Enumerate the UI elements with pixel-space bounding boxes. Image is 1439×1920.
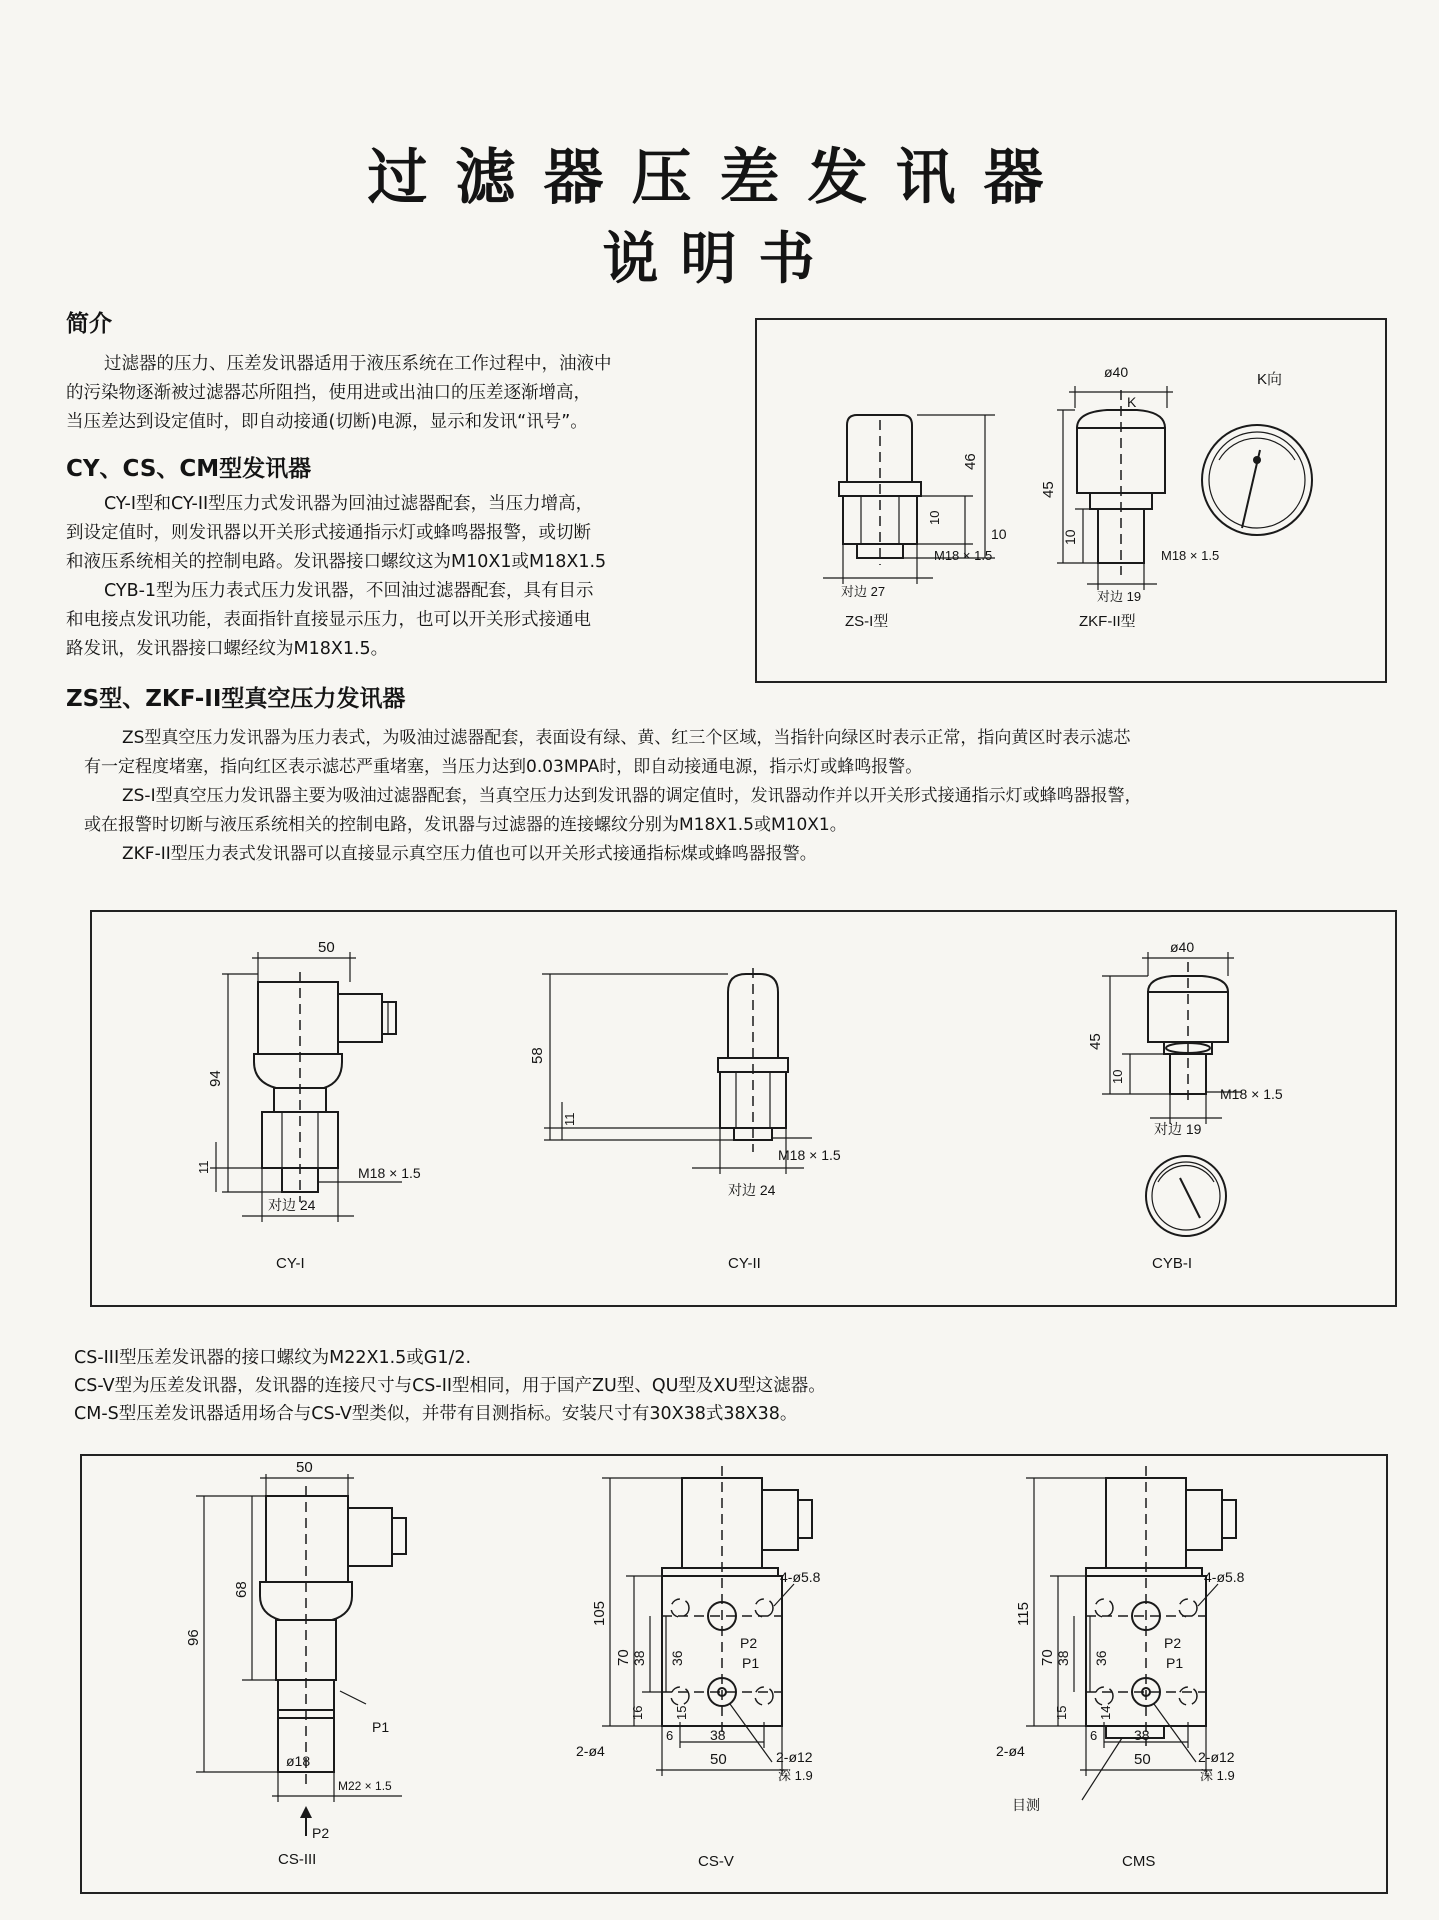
- zkf2-caption: ZKF-II型: [1079, 613, 1136, 630]
- cy1-flat: 对边 24: [268, 1197, 316, 1213]
- cms-dim-38v: 38: [1055, 1650, 1071, 1666]
- figure-cy-drawing: [92, 912, 1395, 1305]
- zkf2-drawing: [1040, 364, 1219, 630]
- cs3-dim-68: 68: [233, 1581, 250, 1598]
- cs5-dim-15: 15: [674, 1705, 689, 1720]
- zs1-flat: 对边 27: [841, 584, 886, 599]
- cyb1-flat: 对边 19: [1154, 1121, 1202, 1137]
- kview-gauge: [1202, 371, 1312, 535]
- cs-note: CS-III型压差发讯器的接口螺纹为M22X1.5或G1/2.: [74, 1348, 472, 1368]
- cy1-dim-94: 94: [207, 1070, 224, 1087]
- cy1-dim-11: 11: [196, 1160, 211, 1174]
- cms-holes2b: 2-ø12: [1198, 1749, 1235, 1765]
- cy-section-text: [66, 490, 606, 664]
- figure-cs-drawing: [82, 1456, 1386, 1892]
- cy-line: 到设定值时，则发讯器以开关形式接通指示灯或蜂鸣器报警，或切断: [66, 523, 591, 543]
- cs3-dia: ø18: [286, 1753, 311, 1769]
- cy-line: 和液压系统相关的控制电路。发讯器接口螺纹这为M10X1或M18X1.5: [66, 552, 607, 572]
- cs-note: CS-V型为压差发讯器，发讯器的连接尺寸与CS-II型相同，用于国产ZU型、QU型及XU型这滤器。: [74, 1376, 826, 1396]
- cms-dim-70: 70: [1039, 1649, 1056, 1666]
- kview-label: K向: [1257, 371, 1283, 388]
- cms-dim-115: 115: [1015, 1602, 1032, 1626]
- cs3-p2: P2: [312, 1825, 330, 1841]
- intro-line: 过滤器的压力、压差发讯器适用于液压系统在工作过程中，油液中: [104, 354, 612, 374]
- cyb1-caption: CYB-I: [1152, 1255, 1193, 1272]
- zs1-drawing: [823, 415, 1007, 630]
- intro-heading: 简介: [66, 311, 112, 337]
- cy1-thread: M18 × 1.5: [358, 1165, 421, 1181]
- cs5-holes2a: 2-ø4: [576, 1743, 605, 1759]
- cy1-caption: CY-I: [276, 1255, 305, 1272]
- cs5-p2: P2: [740, 1635, 758, 1651]
- cs5-dim-105: 105: [591, 1600, 608, 1626]
- cy2-dim-58: 58: [529, 1047, 546, 1064]
- cms-gauge-label: 目测: [1012, 1797, 1040, 1813]
- zs-section-heading: ZS型、ZKF-II型真空压力发讯器: [66, 686, 406, 712]
- cy1-drawing: [196, 939, 421, 1272]
- cs3-dim-50: 50: [296, 1459, 313, 1476]
- cy-line: CY-I型和CY-II型压力式发讯器为回油过滤器配套，当压力增高，: [104, 494, 594, 514]
- intro-line: 当压差达到设定值时，即自动接通(切断)电源，显示和发讯“讯号”。: [66, 412, 588, 432]
- cs-notes: [74, 1344, 826, 1428]
- cy2-drawing: [529, 968, 841, 1272]
- cy-section-heading: CY、CS、CM型发讯器: [66, 456, 312, 482]
- cms-dim-38: 38: [1134, 1727, 1150, 1743]
- intro-text: [66, 350, 612, 437]
- zkf2-thread: M18 × 1.5: [1161, 548, 1220, 563]
- document-title: 过滤器压差发讯器: [367, 143, 1072, 213]
- zs-line: ZS型真空压力发讯器为压力表式，为吸油过滤器配套，表面设有绿、黄、红三个区域，当指针向绿区时表示正常，指向黄区时表示滤芯: [122, 728, 1131, 748]
- cyb1-dim-45: 45: [1087, 1033, 1104, 1050]
- zs-line: ZS-I型真空压力发讯器主要为吸油过滤器配套，当真空压力达到发讯器的调定值时，发讯器动作并以开关形式接通指示灯或蜂鸣器报警，: [122, 786, 1142, 806]
- zs-line: 有一定程度堵塞，指向红区表示滤芯严重堵塞，当压力达到0.03MPA时，即自动接通电源，指示灯或蜂鸣报警。: [84, 757, 923, 777]
- cs-note: CM-S型压差发讯器适用场合与CS-V型类似，并带有目测指标。安装尺寸有30X38式38X38。: [74, 1404, 798, 1424]
- cs5-caption: CS-V: [698, 1853, 734, 1870]
- cy-line: 路发讯，发讯器接口螺经纹为M18X1.5。: [66, 639, 389, 659]
- cy2-caption: CY-II: [728, 1255, 761, 1272]
- cy-line: 和电接点发讯功能，表面指针直接显示压力，也可以开关形式接通电: [66, 610, 591, 630]
- cs3-dim-96: 96: [185, 1629, 202, 1646]
- figure-cy: [90, 910, 1397, 1307]
- zs-line: ZKF-II型压力表式发讯器可以直接显示真空压力值也可以开关形式接通指标煤或蜂鸣器报警。: [122, 844, 817, 864]
- document-subtitle: 说明书: [602, 227, 837, 292]
- cyb1-dia: ø40: [1170, 939, 1195, 955]
- cs5-dim-6: 6: [666, 1728, 674, 1743]
- cs5-dim-16: 16: [630, 1705, 645, 1720]
- cms-holes4: 4-ø5.8: [1204, 1569, 1245, 1585]
- cms-p2: P2: [1164, 1635, 1182, 1651]
- cs5-holes2b: 2-ø12: [776, 1749, 813, 1765]
- cms-depth: 深 1.9: [1200, 1768, 1235, 1783]
- zkf2-dim-45: 45: [1040, 481, 1057, 498]
- figure-zs-zkf: [755, 318, 1387, 683]
- zs1-dim-46: 46: [962, 453, 979, 470]
- intro-line: 的污染物逐渐被过滤器芯所阻挡，使用进或出油口的压差逐渐增高，: [66, 383, 591, 403]
- cy2-dim-11: 11: [562, 1112, 577, 1126]
- cyb1-thread: M18 × 1.5: [1220, 1086, 1283, 1102]
- cs3-drawing: [185, 1459, 406, 1868]
- cs3-thread: M22 × 1.5: [338, 1779, 392, 1793]
- zs1-dim-10b: 10: [991, 526, 1007, 542]
- cs3-caption: CS-III: [278, 1851, 317, 1868]
- cms-drawing: [996, 1466, 1245, 1870]
- cyb1-drawing: [1087, 939, 1283, 1272]
- cms-dim-15: 15: [1054, 1705, 1069, 1720]
- cs5-dim-50: 50: [710, 1751, 727, 1768]
- cy1-dim-50: 50: [318, 939, 335, 956]
- zs1-dim-10: 10: [927, 510, 942, 525]
- cms-dim-14: 14: [1098, 1705, 1113, 1720]
- figure-cs: [80, 1454, 1388, 1894]
- zs1-caption: ZS-I型: [845, 613, 889, 630]
- cy2-thread: M18 × 1.5: [778, 1147, 841, 1163]
- cms-dim-6: 6: [1090, 1728, 1098, 1743]
- cs5-dim-38: 38: [710, 1727, 726, 1743]
- cms-dim-36: 36: [1093, 1650, 1109, 1666]
- zs1-thread: M18 × 1.5: [934, 548, 993, 563]
- zs-section-text: [84, 724, 1142, 869]
- zkf2-k: K: [1127, 394, 1137, 410]
- cy2-flat: 对边 24: [728, 1182, 776, 1198]
- cs5-dim-36: 36: [669, 1650, 685, 1666]
- cs5-dim-70: 70: [615, 1649, 632, 1666]
- zkf2-flat: 对边 19: [1097, 589, 1142, 604]
- zs-line: 或在报警时切断与液压系统相关的控制电路，发讯器与过滤器的连接螺纹分别为M18X1.5或M10X1。: [84, 815, 847, 835]
- figure-zs-zkf-drawing: [757, 320, 1385, 681]
- cs5-p1: P1: [742, 1655, 760, 1671]
- cs5-depth: 深 1.9: [778, 1768, 813, 1783]
- zkf2-dia: ø40: [1104, 364, 1129, 380]
- cms-dim-50: 50: [1134, 1751, 1151, 1768]
- cs3-p1: P1: [372, 1719, 390, 1735]
- cms-p1: P1: [1166, 1655, 1184, 1671]
- cms-holes2a: 2-ø4: [996, 1743, 1025, 1759]
- cy-line: CYB-1型为压力表式压力发讯器，不回油过滤器配套，具有目示: [104, 581, 594, 601]
- cs5-holes4: 4-ø5.8: [780, 1569, 821, 1585]
- cs5-drawing: [576, 1466, 821, 1870]
- cms-caption: CMS: [1122, 1853, 1156, 1870]
- cs5-dim-38v: 38: [631, 1650, 647, 1666]
- zkf2-dim-10: 10: [1062, 529, 1078, 545]
- cyb1-dim-10: 10: [1110, 1069, 1125, 1084]
